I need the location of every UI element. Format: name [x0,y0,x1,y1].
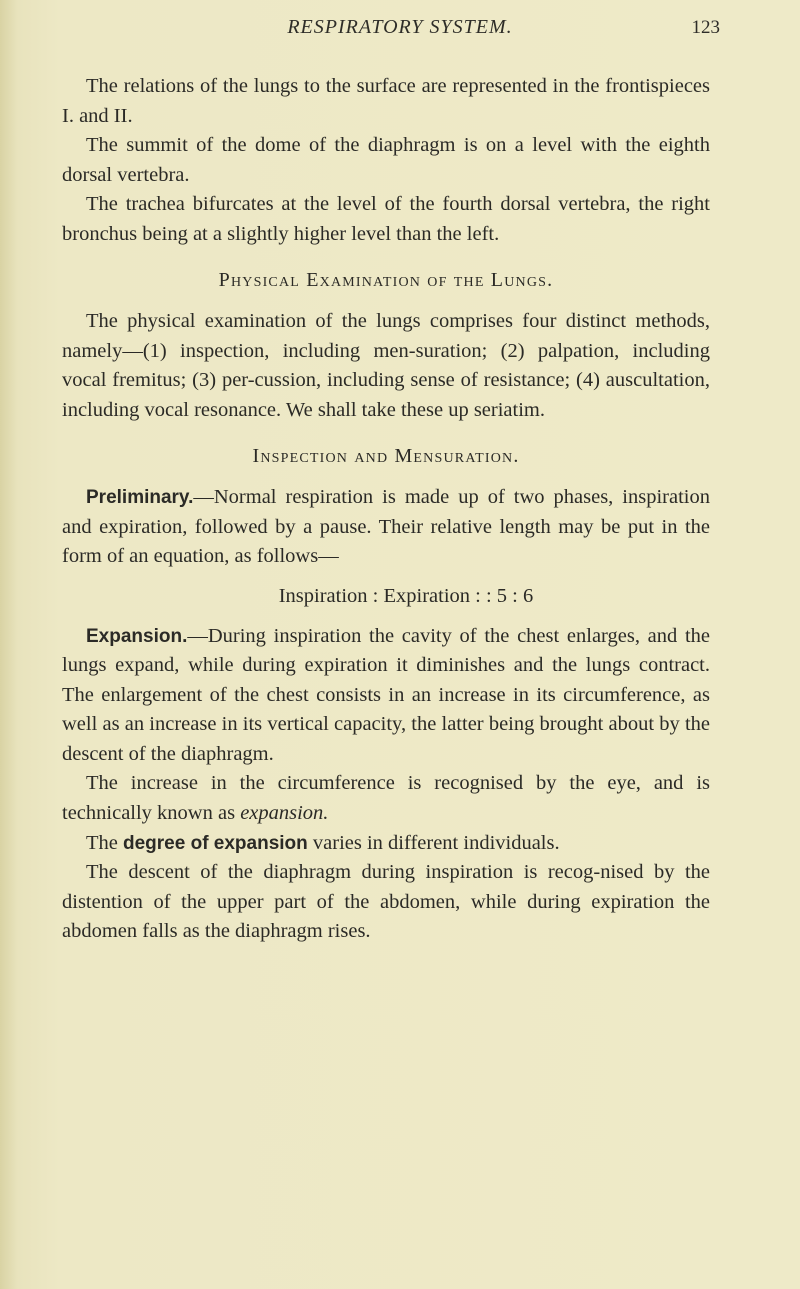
paragraph-preliminary: Preliminary.—Normal respiration is made up of two phases, inspiration and expiration, followed by a pause. Their relative length may be put in the form of an equation, as follows— [62,486,710,568]
running-head [0,16,800,46]
paragraph-methods: The physical examination of the lungs comprises four distinct methods, namely—(1) inspection, including men-suration; (2) palpation, including vocal fremitus; (3) per-cussion, including sense of resistance; (4) auscultation, including vocal resonance. We shall take these up seriatim. [62,310,710,421]
body-text [62,72,710,947]
page-number: 123 [691,17,720,38]
term-expansion: expansion. [240,802,329,825]
run-in-heading-expansion: Expansion. [86,625,188,647]
paragraph-degree: The degree of expansion varies in different individuals. [86,831,560,854]
paragraph-expansion: Expansion.—During inspiration the cavity of the chest enlarges, and the lungs expand, while during expiration it diminishes and the lungs contract. The enlargement of the chest consists in an increase in its circumference, as well as an increase in its vertical capacity, the latter being brought about by the descent of the diaphragm. [62,624,710,765]
paragraph-descent: The descent of the diaphragm during inspiration is recog-nised by the distention of the upper part of the abdomen, while during expiration the abdomen falls as the diaphragm rises. [62,861,710,943]
section-heading-physical-examination: Physical Examination of the Lungs. [218,268,554,291]
respiration-ratio-formula: Inspiration : Expiration : : 5 : 6 [278,584,534,607]
paragraph-circumference: The increase in the circumference is recognised by the eye, and is technically known as expansion. [62,772,710,825]
run-in-heading-preliminary: Preliminary. [86,487,194,509]
paragraph-trachea: The trachea bifurcates at the level of the fourth dorsal vertebra, the right bronchus being at a slightly higher level than the left. [62,193,710,245]
paragraph-diaphragm-level: The summit of the dome of the diaphragm is on a level with the eighth dorsal vertebra. [62,134,710,186]
term-degree-of-expansion: degree of expansion [123,832,308,854]
running-head-title: RESPIRATORY SYSTEM. [287,16,513,38]
paragraph-relations: The relations of the lungs to the surface are represented in the frontispieces I. and II. [62,75,710,127]
section-heading-inspection: Inspection and Mensuration. [252,444,520,467]
